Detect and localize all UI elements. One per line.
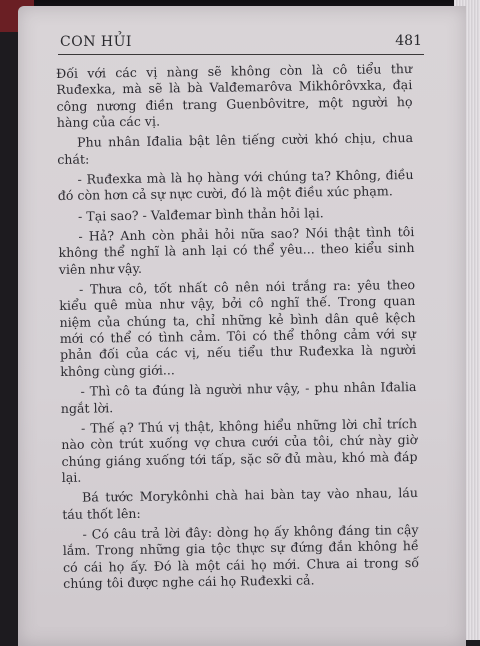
paragraph: Đối với các vị nàng sẽ không còn là cô tiểu thư Ruđexka, mà sẽ là bà Valđemarôva Mikhôrôvxka, đại công nương điền trang Guenbôvitre, một người họ hàng của các vị. [56, 61, 413, 131]
paragraph: - Có câu trả lời đây: dòng họ ấy không đáng tin cậy lắm. Trong những gia tộc thực sự đứng đắn không hề có cái họ ấy. Đó là một cái họ mới. Chưa ai trong số chúng tôi được nghe cái họ Ruđexki cả. [62, 521, 420, 591]
body-text [56, 61, 419, 596]
paragraph: - Hả? Anh còn phải hỏi nữa sao? Nói thật tình tôi không thể nghĩ là anh lại có thể yêu... theo kiểu sinh viên như vậy. [58, 223, 415, 277]
paragraph: - Thế ạ? Thú vị thật, không hiểu những lời chỉ trích nào còn trút xuống vợ chưa cưới của tôi, chứ này giờ chúng giáng xuống tới tấp, sặc sỡ đủ màu, khó mà đáp lại. [61, 415, 418, 485]
running-head: CON HỦI [60, 34, 132, 50]
page-number: 481 [395, 33, 422, 49]
paragraph: - Thưa cô, tốt nhất cô nên nói trắng ra: yêu theo kiểu quê mùa như vậy, bởi cô nghĩ thế. Trong quan niệm của chúng ta, chỉ những kẻ bình dân quê kệch mới có thể có tình cảm. Tôi có thể thông cảm với sự phản đối của các vị, nếu tiểu thư Ruđexka là người không cùng giới... [59, 276, 417, 379]
paragraph: - Ruđexka mà là họ hàng với chúng ta? Không, điều đó còn hơn cả sự nực cười, đó là một điều xúc phạm. [57, 167, 414, 204]
paragraph: - Thì cô ta đúng là người như vậy, - phu nhân Iđalia ngắt lời. [60, 379, 417, 416]
page-header [58, 30, 424, 55]
paragraph: Phu nhân Iđalia bật lên tiếng cười khó chịu, chua chát: [57, 130, 414, 167]
paragraph: - Tại sao? - Valđemar bình thản hỏi lại. [77, 204, 324, 224]
paragraph: Bá tước Morykônhi chà hai bàn tay vào nhau, láu táu thốt lên: [62, 485, 419, 522]
